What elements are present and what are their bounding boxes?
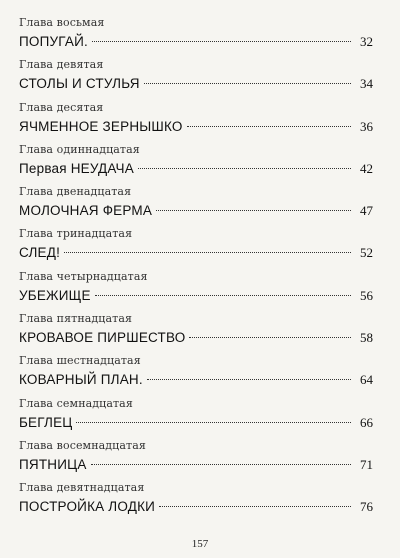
chapter-label: Глава пятнадцатая: [19, 312, 133, 326]
page-number: 66: [360, 414, 373, 430]
dot-leader: [147, 379, 351, 380]
page-number: 52: [360, 245, 373, 261]
toc-title-line: [19, 456, 373, 474]
chapter-title: ЯЧМЕННОЕ ЗЕРНЫШКО: [19, 118, 183, 134]
toc-entry: [19, 312, 373, 354]
page-number: 71: [360, 456, 373, 472]
dot-leader: [138, 168, 351, 169]
chapter-label: Глава семнадцатая: [19, 396, 133, 410]
chapter-title: СТОЛЫ И СТУЛЬЯ: [19, 76, 140, 92]
toc-title-line: [19, 75, 373, 93]
toc-title-line: [19, 371, 373, 389]
chapter-title: ПЯТНИЦА: [19, 456, 87, 472]
dot-leader: [189, 337, 351, 338]
toc-title-line: [19, 33, 373, 51]
dot-leader: [64, 252, 351, 253]
chapter-title: БЕГЛЕЦ: [19, 414, 73, 430]
dot-leader: [91, 464, 351, 465]
toc-entry: [19, 227, 373, 269]
toc-title-line: [19, 287, 373, 305]
toc-title-line: [19, 118, 373, 136]
chapter-label: Глава восьмая: [19, 16, 105, 29]
page-number: 42: [360, 160, 373, 176]
chapter-label: Глава шестнадцатая: [19, 354, 141, 368]
chapter-title: ПОПУГАЙ.: [19, 34, 88, 49]
toc-entry: [19, 143, 373, 185]
toc-entry: [19, 16, 373, 58]
toc-title-line: [19, 202, 373, 220]
dot-leader: [159, 506, 351, 507]
toc-title-line: [19, 498, 373, 516]
chapter-title: МОЛОЧНАЯ ФЕРМА: [19, 203, 153, 219]
page-number: 36: [360, 118, 373, 134]
page-number: 58: [360, 330, 373, 346]
chapter-title: ПОСТРОЙКА ЛОДКИ: [19, 499, 156, 515]
chapter-label: Глава девятая: [19, 58, 104, 72]
chapter-title: КОВАРНЫЙ ПЛАН.: [19, 372, 143, 388]
chapter-title: КРОВАВОЕ ПИРШЕСТВО: [19, 330, 186, 346]
chapter-title: СЛЕД!: [19, 245, 61, 261]
toc-title-line: [19, 329, 373, 347]
page-number: 64: [360, 372, 373, 388]
chapter-title: Первая НЕУДАЧА: [19, 160, 134, 176]
chapter-label: Глава четырнадцатая: [19, 269, 148, 283]
toc-title-line: [19, 244, 373, 262]
chapter-label: Глава девятнадцатая: [19, 481, 145, 495]
chapter-label: Глава тринадцатая: [19, 227, 133, 241]
toc-title-line: [19, 160, 373, 178]
chapter-label: Глава одиннадцатая: [19, 142, 140, 156]
toc-entry: [19, 439, 373, 481]
dot-leader: [144, 83, 351, 84]
dot-leader: [187, 126, 351, 127]
chapter-title: УБЕЖИЩЕ: [19, 287, 91, 303]
page-number: 47: [360, 203, 373, 219]
toc-entry: [19, 397, 373, 439]
page-folio-number: 157: [191, 538, 209, 550]
chapter-label: Глава двенадцатая: [19, 185, 132, 199]
toc-entry: [19, 58, 373, 100]
toc-entry: [19, 101, 373, 143]
dot-leader: [92, 41, 351, 42]
page-number: 76: [360, 499, 373, 515]
table-of-contents: [19, 16, 373, 524]
toc-entry: [19, 270, 373, 312]
toc-title-line: [19, 414, 373, 432]
toc-entry: [19, 354, 373, 396]
toc-entry: [19, 481, 373, 523]
page-number: 32: [360, 34, 373, 49]
dot-leader: [76, 422, 351, 423]
toc-entry: [19, 185, 373, 227]
dot-leader: [95, 295, 351, 296]
chapter-label: Глава десятая: [19, 100, 104, 114]
dot-leader: [156, 210, 351, 211]
chapter-label: Глава восемнадцатая: [19, 438, 146, 452]
page-number: 34: [360, 76, 373, 92]
page-number: 56: [360, 287, 373, 303]
